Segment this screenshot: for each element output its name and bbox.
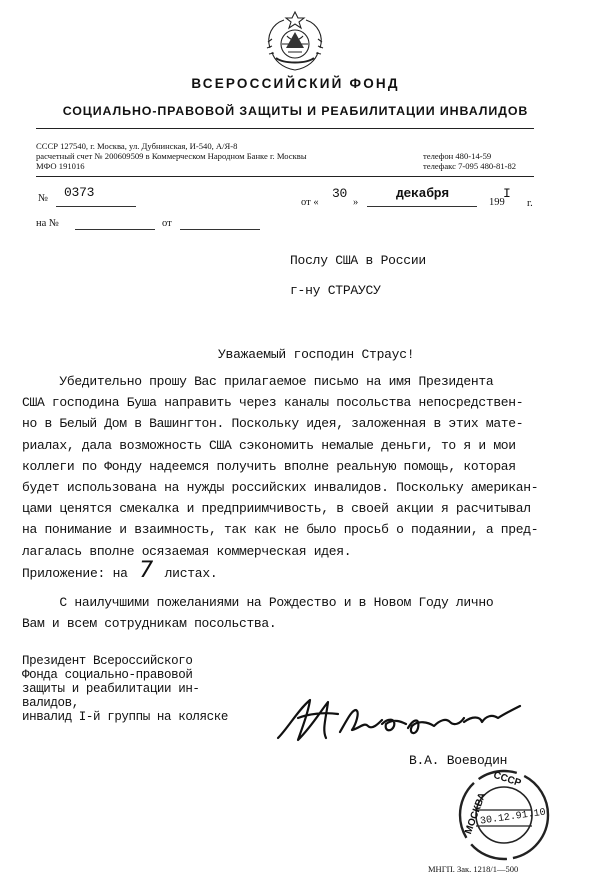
letter-number: 0373 bbox=[64, 185, 95, 200]
body-line: риалах, дала возможность США сэкономить немалые деньги, то я и мои bbox=[22, 437, 516, 453]
body-line: лагалась вполне осязаемая коммерческая идея. bbox=[22, 543, 352, 559]
bank-account-line: расчетный счет № 200609509 в Коммерческом Народном Банке г. Москвы bbox=[36, 151, 307, 161]
body-line: но в Белый Дом в Вашингтон. Поскольку идея, заложенная в этих мате- bbox=[22, 416, 524, 432]
body-line: будет использована на нужды российских инвалидов. Поскольку американ- bbox=[22, 480, 539, 496]
address-rule bbox=[36, 176, 534, 177]
fax-number: телефакс 7-095 480-81-82 bbox=[423, 161, 517, 171]
title-line: защиты и реабилитации ин- bbox=[22, 682, 200, 696]
attachment-count: 7 bbox=[139, 558, 154, 583]
attachment-label: Приложение: на bbox=[22, 566, 128, 581]
reply-date-label: от bbox=[162, 218, 172, 229]
year-suffix: г. bbox=[527, 198, 533, 209]
closing-line: С наилучшими пожеланиями на Рождество и в Новом Году лично bbox=[22, 595, 494, 610]
title-line: Фонда социально-правовой bbox=[22, 668, 193, 682]
body-line: США господина Буша направить через каналы посольства непосредствен- bbox=[22, 395, 524, 411]
month-underline bbox=[367, 206, 477, 207]
stamp-date: 30.12.91.10 bbox=[479, 807, 547, 828]
salutation: Уважаемый господин Страус! bbox=[218, 347, 415, 362]
body-line: коллеги по Фонду надеемся получить вполне реальную помощь, которая bbox=[22, 458, 516, 474]
body-line: Убедительно прошу Вас прилагаемое письмо на имя Президента bbox=[22, 374, 494, 389]
closing-paragraph bbox=[22, 592, 562, 634]
title-line: Президент Всероссийского bbox=[22, 654, 193, 668]
letter-body bbox=[22, 371, 562, 562]
organization-subtitle: СОЦИАЛЬНО-ПРАВОВОЙ ЗАЩИТЫ И РЕАБИЛИТАЦИИ ИНВАЛИДОВ bbox=[62, 104, 529, 118]
closing-line: Вам и всем сотрудникам посольства. bbox=[22, 616, 277, 632]
coat-of-arms-icon bbox=[260, 8, 330, 74]
stamp-top-text: СССР bbox=[491, 769, 523, 790]
year-prefix: 199 bbox=[489, 197, 505, 208]
number-underline bbox=[56, 206, 136, 207]
year-digit: I bbox=[503, 186, 511, 201]
address-line: СССР 127540, г. Москва, ул. Дубнинская, И-540, А/Я-8 bbox=[36, 141, 238, 151]
title-line: валидов, bbox=[22, 696, 79, 710]
stamp-city-text: МОСКВА bbox=[463, 791, 489, 836]
handwritten-signature bbox=[268, 688, 528, 752]
recipient-line: Послу США в России bbox=[290, 253, 426, 268]
header-rule bbox=[36, 128, 534, 129]
date-month: декабря bbox=[396, 186, 449, 201]
reply-number-label: на № bbox=[36, 218, 59, 229]
printer-footer: МНГП. Зак. 1218/1—500 bbox=[428, 864, 519, 874]
reply-number-underline bbox=[75, 229, 155, 230]
body-line: на понимание и взаимность, так как не было просьб о подаянии, а пред- bbox=[22, 522, 539, 538]
mfo-line: МФО 191016 bbox=[36, 161, 85, 171]
number-label: № bbox=[38, 193, 49, 204]
reply-date-underline bbox=[180, 229, 260, 230]
signatory-title bbox=[22, 654, 228, 724]
signatory-name: В.А. Воеводин bbox=[409, 753, 508, 768]
address-block bbox=[36, 141, 307, 171]
title-line: инвалид I-й группы на коляске bbox=[22, 710, 228, 724]
date-day: 30 bbox=[332, 186, 348, 201]
attachment-suffix: листах. bbox=[164, 566, 218, 581]
phone-number: телефон 480-14-59 bbox=[423, 151, 492, 161]
recipient-name: г-ну СТРАУСУ bbox=[290, 283, 381, 298]
body-line: цами ценятся смекалка и предприимчивость, в своей акции я расчитывал bbox=[22, 501, 531, 517]
organization-name: ВСЕРОССИЙСКИЙ ФОНД bbox=[191, 76, 400, 91]
attachment-line bbox=[22, 558, 217, 583]
date-mid: » bbox=[353, 197, 359, 208]
contact-block bbox=[423, 151, 516, 171]
date-prefix: от « bbox=[301, 197, 319, 208]
